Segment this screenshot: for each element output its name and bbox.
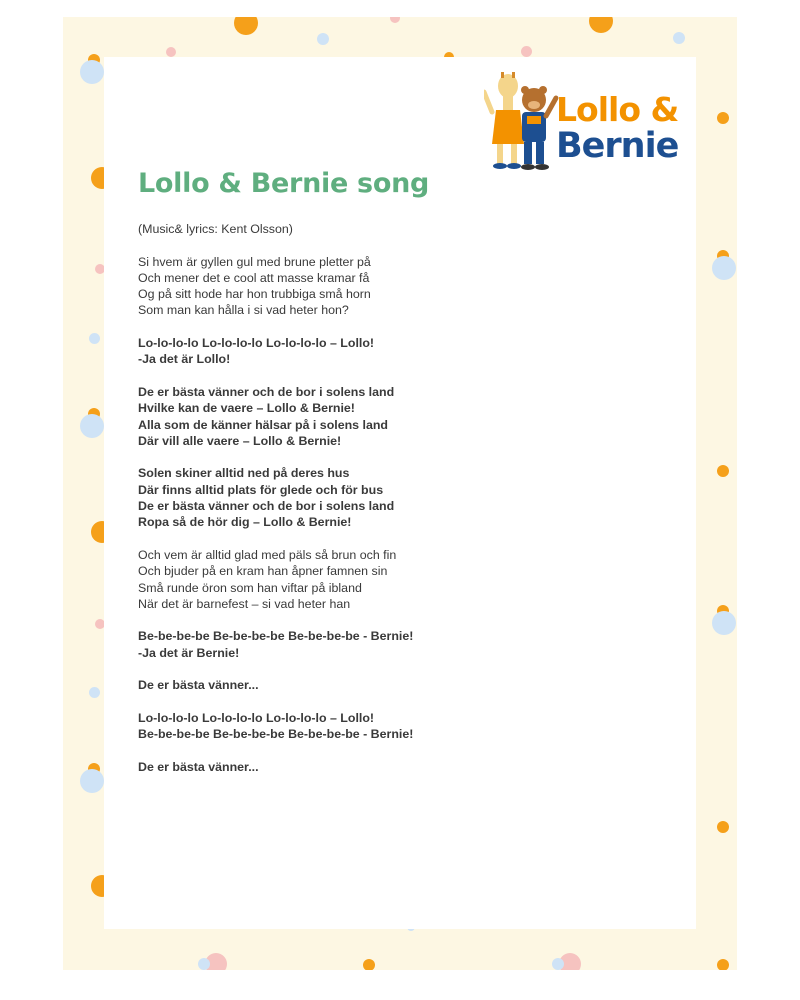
stanza (138, 547, 658, 612)
lyric-line: Og på sitt hode har hon trubbiga små horn (138, 287, 371, 302)
stanza (138, 465, 658, 530)
confetti-dot (363, 959, 375, 970)
lyric-line: -Ja det är Bernie! (138, 645, 240, 660)
lyric-line: Och bjuder på en kram han åpner famnen sin (138, 564, 388, 579)
lyric-line: Där vill alle vaere – Lollo & Bernie! (138, 433, 342, 448)
lyric-line: De er bästa vänner och de bor i solens land (138, 499, 395, 514)
confetti-dot (673, 32, 685, 44)
logo-word-bernie: Bernie (556, 126, 679, 166)
confetti-dot (234, 17, 258, 35)
lollo-bernie-logo (484, 70, 684, 176)
confetti-dot (80, 414, 104, 438)
confetti-dot (589, 17, 613, 33)
stanza (138, 677, 658, 693)
stanza (138, 710, 658, 743)
confetti-dot (89, 687, 100, 698)
lyric-line: Solen skiner alltid ned på deres hus (138, 466, 350, 481)
lyric-line: Si hvem är gyllen gul med brune pletter på (138, 254, 371, 269)
lyric-line: Lo-lo-lo-lo Lo-lo-lo-lo Lo-lo-lo-lo – Lollo! (138, 710, 375, 725)
stanza-list (138, 254, 658, 776)
lyric-line: Alla som de känner hälsar på i solens land (138, 417, 388, 432)
stanza (138, 759, 658, 775)
confetti-dot (80, 769, 104, 793)
lyrics (138, 221, 658, 791)
lyric-line: -Ja det är Lollo! (138, 352, 231, 367)
credit-line (138, 221, 658, 237)
characters-illustration (484, 70, 564, 174)
credit-text: (Music& lyrics: Kent Olsson) (138, 222, 293, 236)
confetti-dot (712, 611, 736, 635)
lyric-line: De er bästa vänner och de bor i solens land (138, 384, 395, 399)
lyric-line: När det är barnefest – si vad heter han (138, 596, 351, 611)
page-title: Lollo & Bernie song (138, 168, 430, 199)
confetti-dot (552, 958, 564, 970)
logo-word-lollo: Lollo & (556, 90, 679, 129)
confetti-dot (390, 17, 400, 23)
confetti-dot (717, 821, 729, 833)
stanza (138, 628, 658, 661)
lyric-line: Be-be-be-be Be-be-be-be Be-be-be-be - Bernie! (138, 629, 414, 644)
confetti-dot (717, 959, 729, 970)
confetti-dot (89, 333, 100, 344)
stanza (138, 384, 658, 449)
confetti-dot (80, 60, 104, 84)
stanza (138, 254, 658, 319)
confetti-dot (166, 47, 176, 57)
confetti-dot (712, 256, 736, 280)
stanza (138, 335, 658, 368)
lyric-line: Lo-lo-lo-lo Lo-lo-lo-lo Lo-lo-lo-lo – Lollo! (138, 336, 375, 351)
confetti-dot (521, 46, 532, 57)
lyric-line: De er bästa vänner... (138, 678, 259, 693)
lyric-line: Och vem är alltid glad med päls så brun och fin (138, 547, 397, 562)
lyric-line: Små runde öron som han viftar på ibland (138, 580, 362, 595)
confetti-dot (717, 112, 729, 124)
lyric-line: Och mener det e cool att masse kramar få (138, 270, 370, 285)
lyric-line: Hvilke kan de vaere – Lollo & Bernie! (138, 401, 355, 416)
confetti-dot (717, 465, 729, 477)
lyric-line: Ropa så de hör dig – Lollo & Bernie! (138, 515, 352, 530)
lyric-line: Som man kan hålla i si vad heter hon? (138, 303, 349, 318)
confetti-dot (317, 33, 329, 45)
lyric-line: De er bästa vänner... (138, 759, 259, 774)
confetti-dot (198, 958, 210, 970)
lyric-line: Be-be-be-be Be-be-be-be Be-be-be-be - Bernie! (138, 727, 414, 742)
lyric-line: Där finns alltid plats för glede och för bus (138, 482, 384, 497)
